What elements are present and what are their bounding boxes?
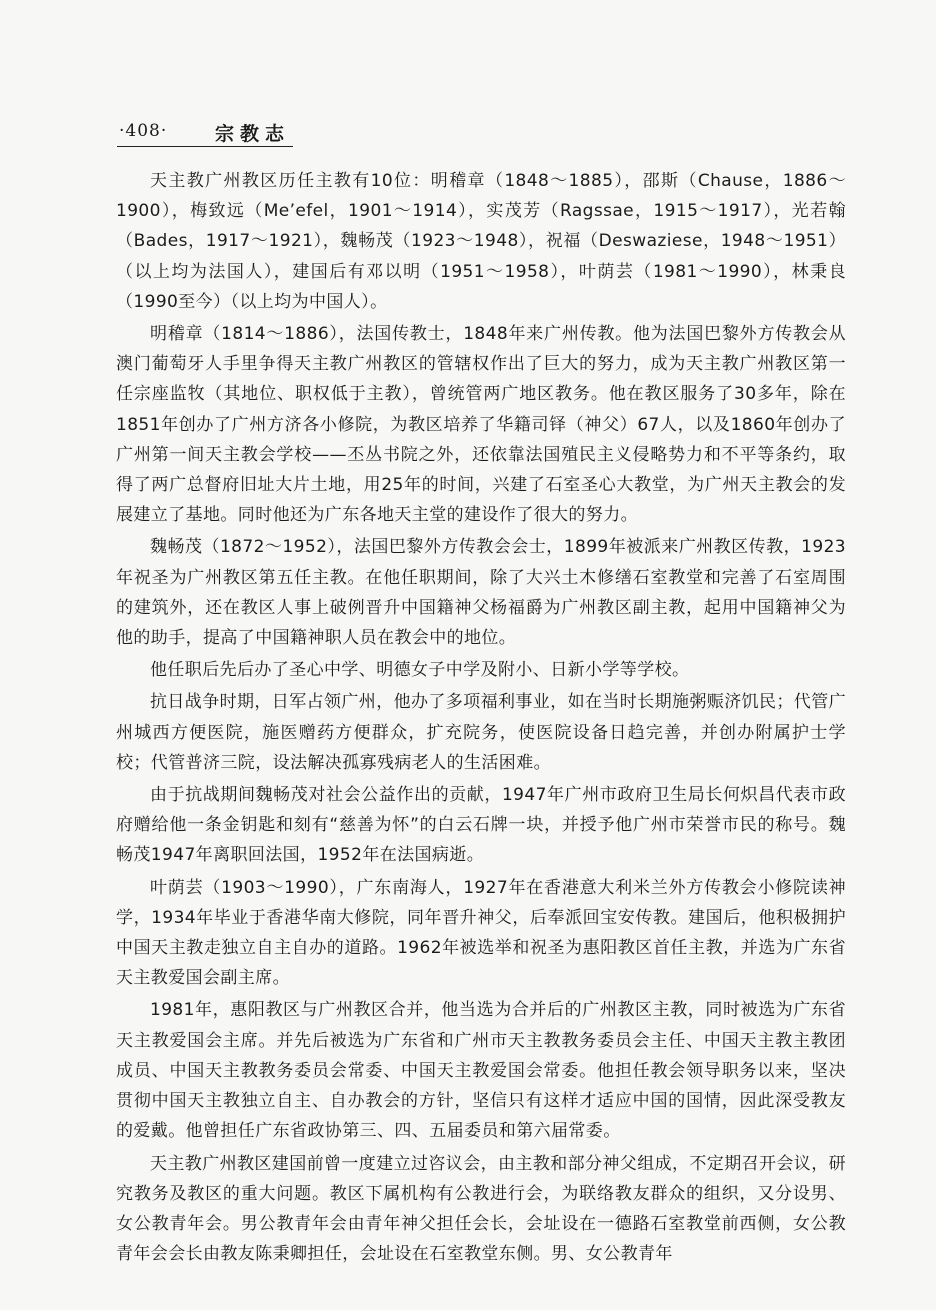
- chapter-title: 宗教志: [215, 123, 291, 145]
- paragraph-schools: 他任职后先后办了圣心中学、明德女子中学及附小、日新小学等学校。: [150, 660, 690, 681]
- paragraph-wei-changmao: 魏畅茂（1872～1952），法国巴黎外方传教会会士，1899年被派来广州教区传教，1923年祝圣为广州教区第五任主教。在他任职期间，除了大兴土木修缮石室教堂和完善了石室周围的建筑外，还在教区人事上破例晋升中国籍神父杨福爵为广州教区副主教，起用中国籍神父为他的助手，提高了中国籍神职人员在教会中的地位。: [116, 537, 846, 649]
- paragraph-diocese-organization: 天主教广州教区建国前曾一度建立过咨议会，由主教和部分神父组成，不定期召开会议，研究教务及教区的重大问题。教区下属机构有公教进行会，为联络教友群众的组织，又分设男、女公教青年会。男公教青年会由青年神父担任会长，会址设在一德路石室教堂前西侧，女公教青年会会长由教友陈秉卿担任，会址设在石室教堂东侧。男、女公教青年: [116, 1153, 846, 1265]
- paragraph-honorary-citizen: 由于抗战期间魏畅茂对社会公益作出的贡献，1947年广州市政府卫生局长何炽昌代表市政府赠给他一条金钥匙和刻有“慈善为怀”的白云石牌一块，并授予他广州市荣誉市民的称号。魏畅茂1947年离职回法国，1952年在法国病逝。: [116, 785, 846, 866]
- page-number: ·408·: [119, 121, 168, 141]
- header-rule: [117, 146, 293, 147]
- paragraph-wartime-welfare: 抗日战争时期，日军占领广州，他办了多项福利事业，如在当时长期施粥赈济饥民；代管广州城西方便医院，施医赠药方便群众，扩充院务，使医院设备日趋完善，并创办附属护士学校；代管普济三院，设法解决孤寡残病老人的生活困难。: [116, 692, 846, 773]
- paragraph-ming-jizhang: 明稽章（1814～1886），法国传教士，1848年来广州传教。他为法国巴黎外方传教会从澳门葡萄牙人手里争得天主教广州教区的管辖权作出了巨大的努力，成为天主教广州教区第一任宗座监牧（其地位、职权低于主教），曾统管两广地区教务。他在教区服务了30多年，除在1851年创办了广州方济各小修院，为教区培养了华籍司铎（神父）67人，以及1860年创办了广州第一间天主教会学校——丕丛书院之外，还依靠法国殖民主义侵略势力和不平等条约，取得了两广总督府旧址大片土地，用25年的时间，兴建了石室圣心大教堂，为广州天主教会的发展建立了基地。同时他还为广东各地天主堂的建设作了很大的努力。: [116, 324, 846, 526]
- running-header: [117, 118, 417, 146]
- paragraph-bishops-list: 天主教广州教区历任主教有10位：明稽章（1848～1885），邵斯（Chause，1886～1900），梅致远（Me’efel，1901～1914），实茂芳（Ragssae，1915～1917），光若翰（Bades，1917～1921），魏畅茂（1923～1948），祝福（Deswaziese，1948～1951）（以上均为法国人），建国后有邓以明（1951～1958），叶荫芸（1981～1990），林秉良（1990至今）（以上均为中国人）。: [116, 171, 846, 312]
- paragraph-ye-yinyun: 叶荫芸（1903～1990），广东南海人，1927年在香港意大利米兰外方传教会小修院读神学，1934年毕业于香港华南大修院，同年晋升神父，后奉派回宝安传教。建国后，他积极拥护中国天主教走独立自主自办的道路。1962年被选举和祝圣为惠阳教区首任主教，并选为广东省天主教爱国会副主席。: [116, 877, 846, 989]
- body-text: [116, 166, 846, 1271]
- paragraph-1981-merger: 1981年，惠阳教区与广州教区合并，他当选为合并后的广州教区主教，同时被选为广东省天主教爱国会主席。并先后被选为广东省和广州市天主教教务委员会主任、中国天主教主教团成员、中国天主教教务委员会常委、中国天主教爱国会常委。他担任教会领导职务以来，坚决贯彻中国天主教独立自主、自办教会的方针，坚信只有这样才适应中国的国情，因此深受教友的爱戴。他曾担任广东省政协第三、四、五届委员和第六届常委。: [116, 1000, 846, 1142]
